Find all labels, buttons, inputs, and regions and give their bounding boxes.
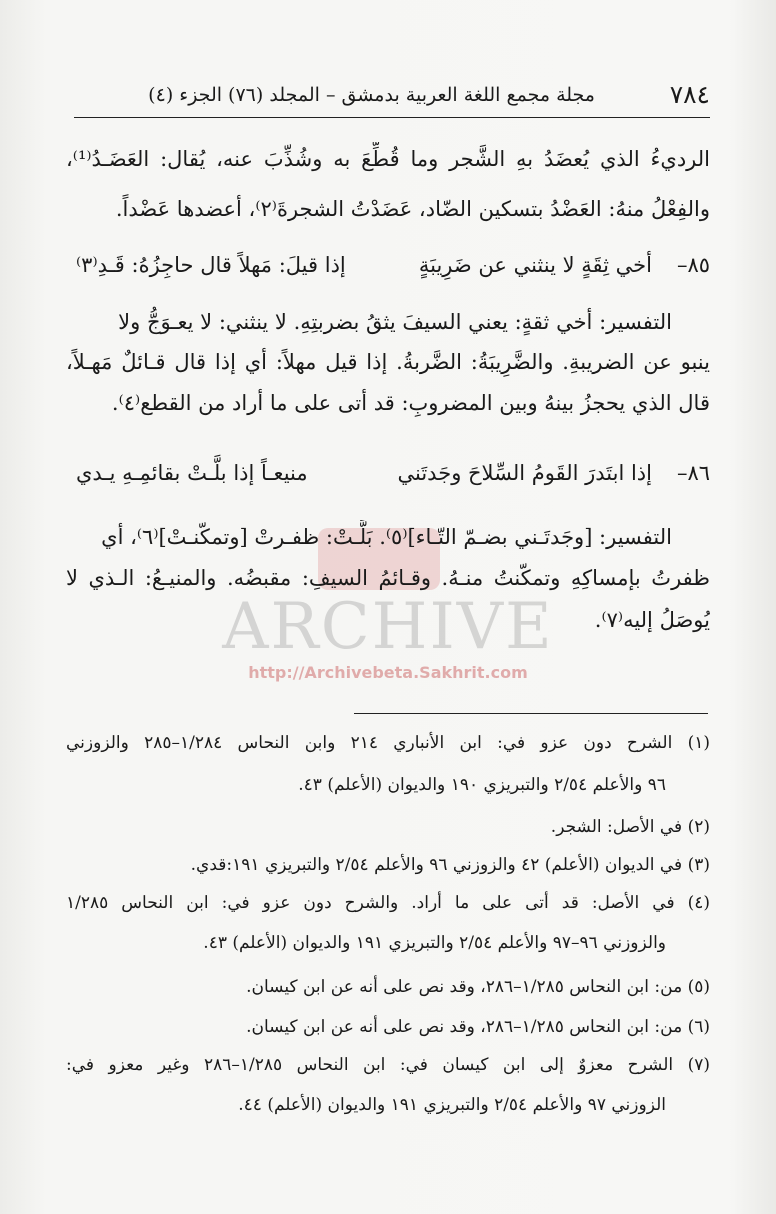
verse-hemistich-second: منيعـاً إذا بلَّـتْ بقائمِـهِ يـدي [76,461,308,485]
tafsir-line: التفسير: أخي ثقةٍ: يعني السيفَ يثقُ بضربتِهِ. لا ينثني: لا يعـوَجُّ ولا [118,310,672,334]
footnote-line: (٥) من: ابن النحاس ١/٢٨٥–٢٨٦، وقد نص على أنه عن ابن كيسان. [246,977,710,997]
footnote-line: (٧) الشرح معزوٌ إلى ابن كيسان في: ابن النحاس ١/٢٨٥–٢٨٦ وغير معزو في: [66,1055,710,1075]
tafsir-line: ينبو عن الضريبةِ. والضَّرِيبَةُ: الضَّربةُ. إذا قيل مهلاً: أي إذا قال قـائلٌ مَهـلاً، [66,350,710,374]
tafsir-line: التفسير: [وجَدتَـني بضـمّ التّـاء]⁽٥⁾. بَلَّـتْ: ظفـرتْ [وتمكّنـتْ]⁽٦⁾، أي [101,525,672,549]
footnote-line: (٤) في الأصل: قد أتى على ما أراد. والشرح دون عزو في: ابن النحاس ١/٢٨٥ [66,893,710,913]
footnote-line: (٣) في الديوان (الأعلم) ٤٢ والزوزني ٩٦ والأعلم ٢/٥٤ والتبريزي ١٩١:قدي. [190,855,710,875]
verse-hemistich-first: إذا ابتَدرَ القَومُ السِّلاحَ وجَدتَني [397,461,652,485]
footnote-line: ٩٦ والأعلم ٢/٥٤ والتبريزي ١٩٠ والديوان (الأعلم) ٤٣. [298,775,666,795]
footnote-line: (٢) في الأصل: الشجر. [550,817,710,837]
body-line: الرديءُ الذي يُعضَدُ بهِ الشَّجر وما قُطِّعَ به وشُذِّبَ عنه، يُقال: العَضَـدُ⁽¹⁾، [66,147,710,171]
verse-number: ٨٦– [676,461,710,485]
journal-title: مجلة مجمع اللغة العربية بدمشق – المجلد (٧٦) الجزء (٤) [148,84,595,106]
verse-85 [66,248,710,282]
verse-86 [66,456,710,490]
footnote-line: الزوزني ٩٧ والأعلم ٢/٥٤ والتبريزي ١٩١ والديوان (الأعلم) ٤٤. [238,1095,666,1115]
verse-hemistich-first: أخي ثِقَةٍ لا ينثني عن ضَرِيبَةٍ [418,253,652,277]
tafsir-line: يُوصَلُ إليه⁽٧⁾. [594,608,710,632]
footnote-line: والزوزني ٩٦–٩٧ والأعلم ٢/٥٤ والتبريزي ١٩١ والديوان (الأعلم) ٤٣. [203,933,666,953]
archive-watermark-logo: ARCHIVE [222,590,554,664]
footnote-line: (٦) من: ابن النحاس ١/٢٨٥–٢٨٦، وقد نص على أنه عن ابن كيسان. [246,1017,710,1037]
verse-hemistich-second: إذا قيلَ: مَهلاً قال حاجِزُهُ: قَـدِ⁽٣⁾ [76,253,346,277]
footnote-line: (١) الشرح دون عزو في: ابن الأنباري ٢١٤ وابن النحاس ١/٢٨٤–٢٨٥ والزوزني [66,733,710,753]
page-number: ٧٨٤ [669,80,710,109]
verse-number: ٨٥– [676,253,710,277]
tafsir-line: قال الذي يحجزُ بينهُ وبين المضروبِ: قد أتى على ما أراد من القطع⁽٤⁾. [111,391,710,415]
tafsir-line: ظفرتُ بإمساكِهِ وتمكّنتُ منـهُ. وقـائمُ السيفِ: مقبضُه. والمنيـعُ: الـذي لا [66,566,710,590]
page-header [74,78,710,118]
archive-watermark-url: http://Archivebeta.Sakhrit.com [248,663,528,682]
body-line: والفِعْلُ منهُ: العَضْدُ بتسكين الضّاد، عَضَدْتُ الشجرةَ⁽٢⁾، أعضدها عَضْداً. [115,197,710,221]
header-rule [74,117,710,118]
footnote-rule [354,713,708,714]
